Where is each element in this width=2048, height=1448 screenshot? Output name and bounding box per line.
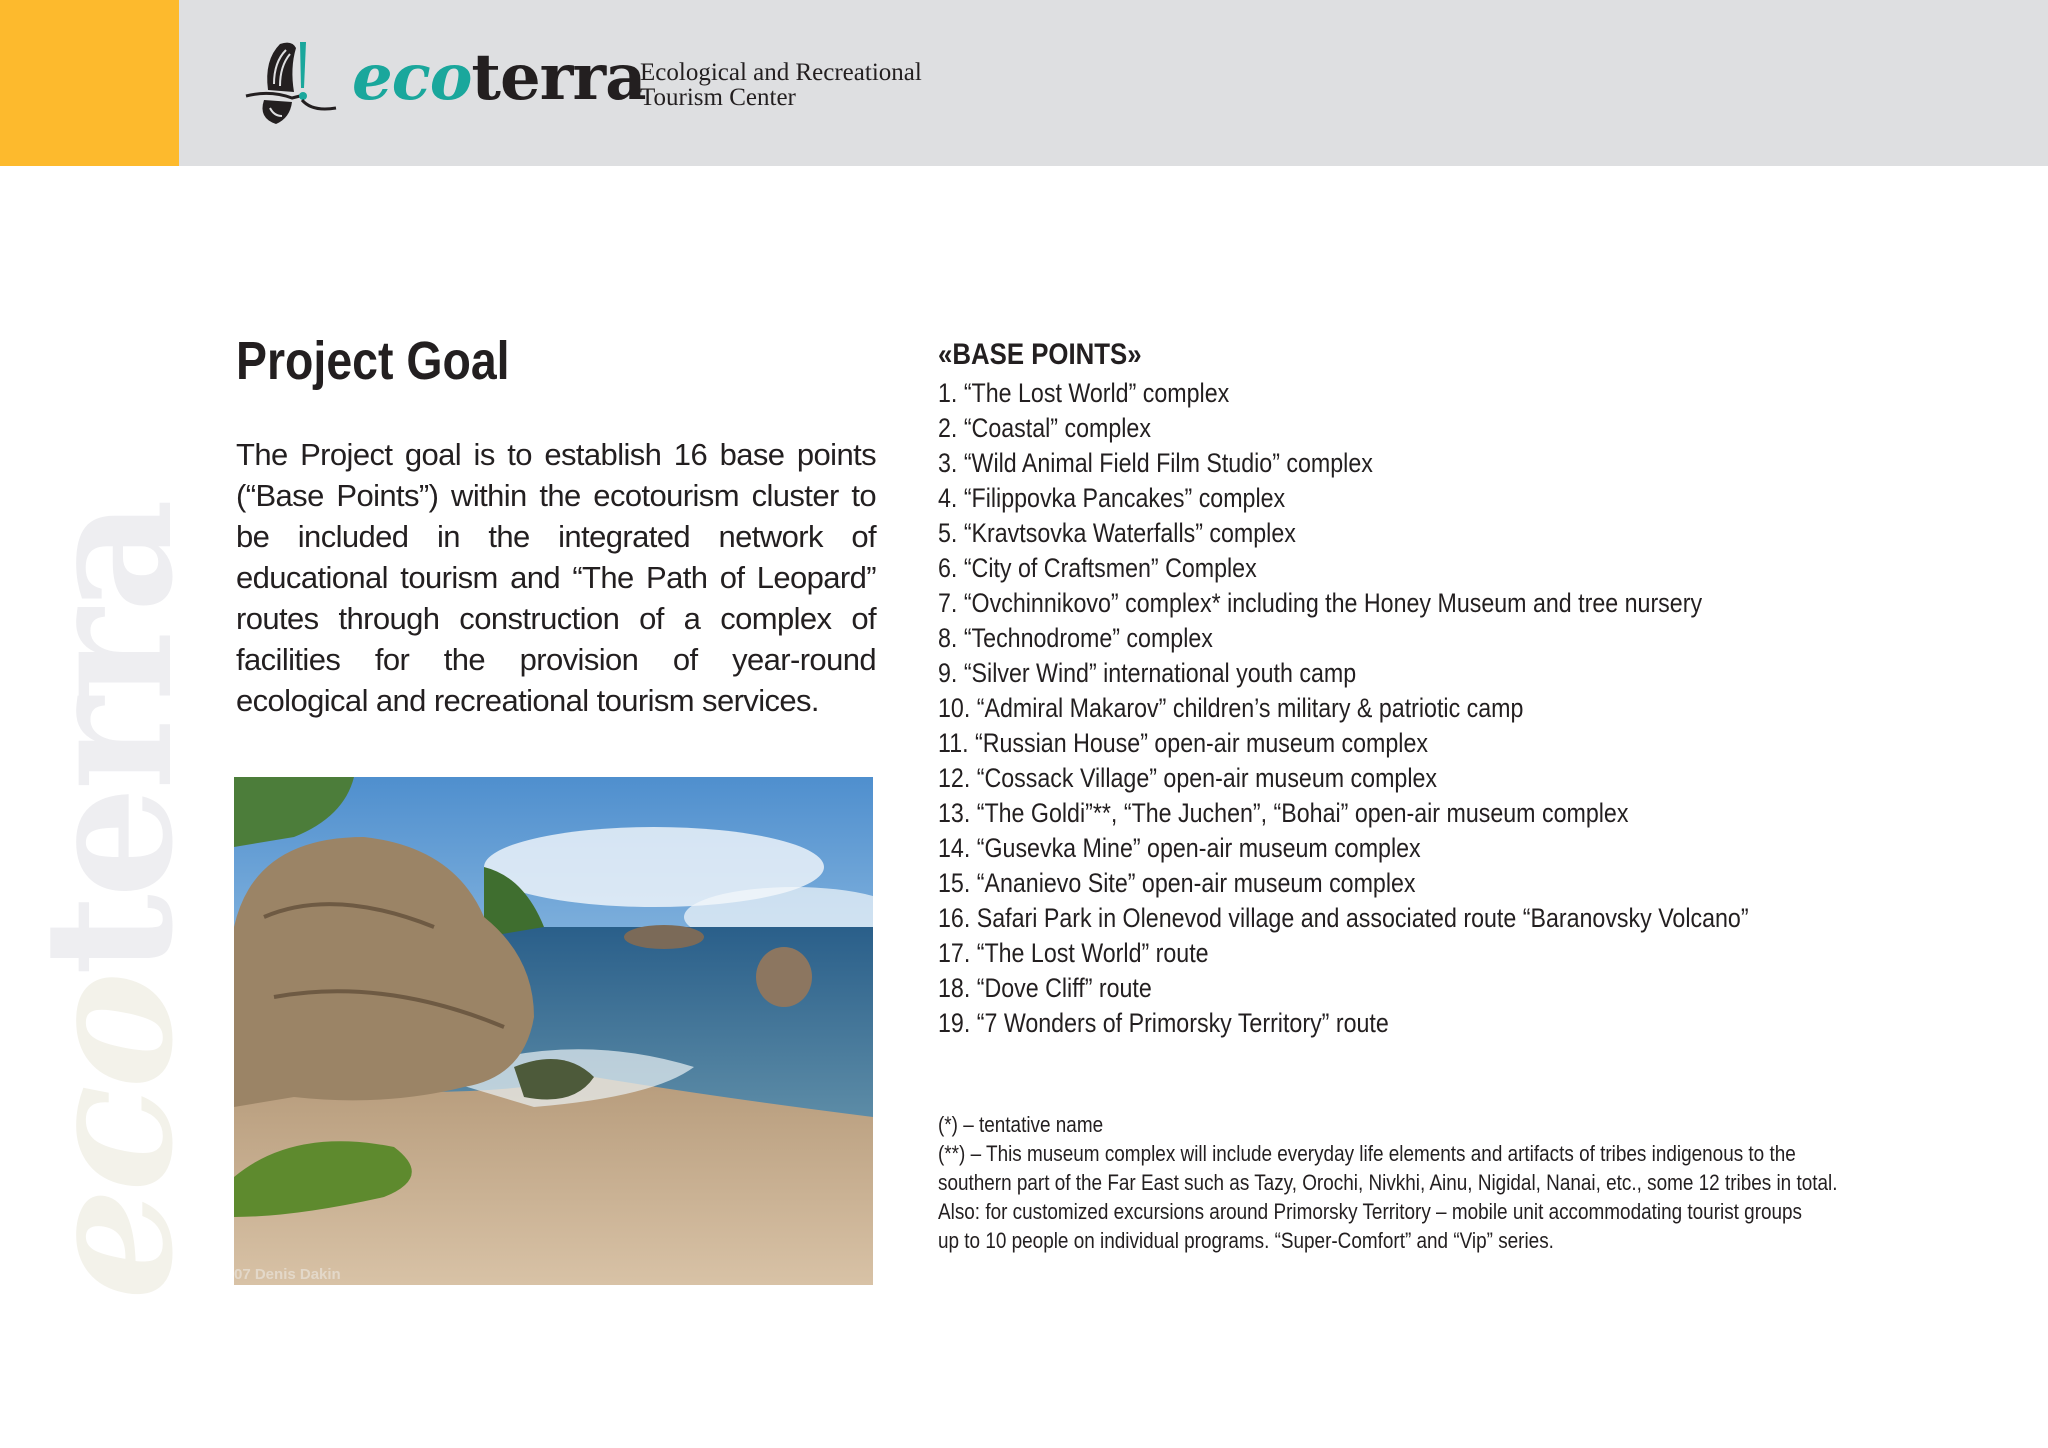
list-item: 2. “Coastal” complex: [938, 413, 1151, 443]
list-item: 5. “Kravtsovka Waterfalls” complex: [938, 518, 1296, 548]
watermark-terra: terra: [5, 502, 212, 976]
list-item: 7. “Ovchinnikovo” complex* including the Honey Museum and tree nursery: [938, 588, 1703, 618]
brand-tagline-line2: Tourism Center: [640, 84, 796, 111]
base-points-section: [938, 334, 1998, 1041]
list-item: 6. “City of Craftsmen” Complex: [938, 553, 1257, 583]
footnotes: [938, 1110, 2038, 1255]
header-bar: [0, 0, 2048, 166]
project-goal-text: The Project goal is to establish 16 base points (“Base Points”) within the ecotourism cluster to be included in the integrated network of educational tourism and “The Path of Leopard” routes through construction of a complex of facilities for the provision of year-round ecological and recreational tourism services.: [236, 437, 876, 718]
brand-tagline-line1: Ecological and Recreational: [640, 59, 922, 86]
list-item: 18. “Dove Cliff” route: [938, 973, 1152, 1003]
list-item: 12. “Cossack Village” open-air museum complex: [938, 763, 1438, 793]
list-item: 1. “The Lost World” complex: [938, 378, 1230, 408]
brand-wordmark: [352, 40, 646, 115]
footnote-also-line: up to 10 people on individual programs. “Super-Comfort” and “Vip” series.: [938, 1228, 1554, 1253]
footnote-also-line: Also: for customized excursions around Primorsky Territory – mobile unit accommodating tourist groups: [938, 1199, 1803, 1224]
watermark-eco: eco: [5, 975, 212, 1300]
footnote-tentative: (*) – tentative name: [938, 1112, 1104, 1137]
list-item: 3. “Wild Animal Field Film Studio” complex: [938, 448, 1373, 478]
coastline-photo: [234, 777, 873, 1285]
list-item: 8. “Technodrome” complex: [938, 623, 1213, 653]
list-item: 13. “The Goldi”**, “The Juchen”, “Bohai” open-air museum complex: [938, 798, 1629, 828]
ecoterra-watermark: [5, 300, 212, 1300]
footnote-museum-line: (**) – This museum complex will include everyday life elements and artifacts of tribes indigenous to the: [938, 1141, 1796, 1166]
brand-tagline: [640, 60, 922, 110]
list-item: 11. “Russian House” open-air museum complex: [938, 728, 1428, 758]
list-item: 10. “Admiral Makarov” children’s military & patriotic camp: [938, 693, 1524, 723]
list-item: 19. “7 Wonders of Primorsky Territory” route: [938, 1008, 1389, 1038]
base-points-title: «BASE POINTS»: [938, 338, 1142, 371]
brand-eco-text: eco: [352, 40, 472, 115]
page-title: Project Goal: [236, 331, 510, 391]
photo-credit: 07 Denis Dakin: [234, 1266, 341, 1283]
coastline-photo-illustration: [234, 777, 873, 1285]
list-item: 4. “Filippovka Pancakes” complex: [938, 483, 1286, 513]
butterfly-logo-icon: [240, 38, 350, 128]
header-accent-block: [0, 0, 179, 166]
base-points-list: [938, 376, 1998, 1041]
list-item: 9. “Silver Wind” international youth camp: [938, 658, 1357, 688]
list-item: 15. “Ananievo Site” open-air museum complex: [938, 868, 1416, 898]
footnote-museum-line: southern part of the Far East such as Tazy, Orochi, Nivkhi, Ainu, Nigidal, Nanai, etc., some 12 tribes in total.: [938, 1170, 1838, 1195]
ecoterra-logo: [240, 38, 960, 128]
list-item: 14. “Gusevka Mine” open-air museum complex: [938, 833, 1421, 863]
brand-terra-text: terra: [471, 40, 646, 115]
list-item: 17. “The Lost World” route: [938, 938, 1209, 968]
list-item: 16. Safari Park in Olenevod village and associated route “Baranovsky Volcano”: [938, 903, 1749, 933]
